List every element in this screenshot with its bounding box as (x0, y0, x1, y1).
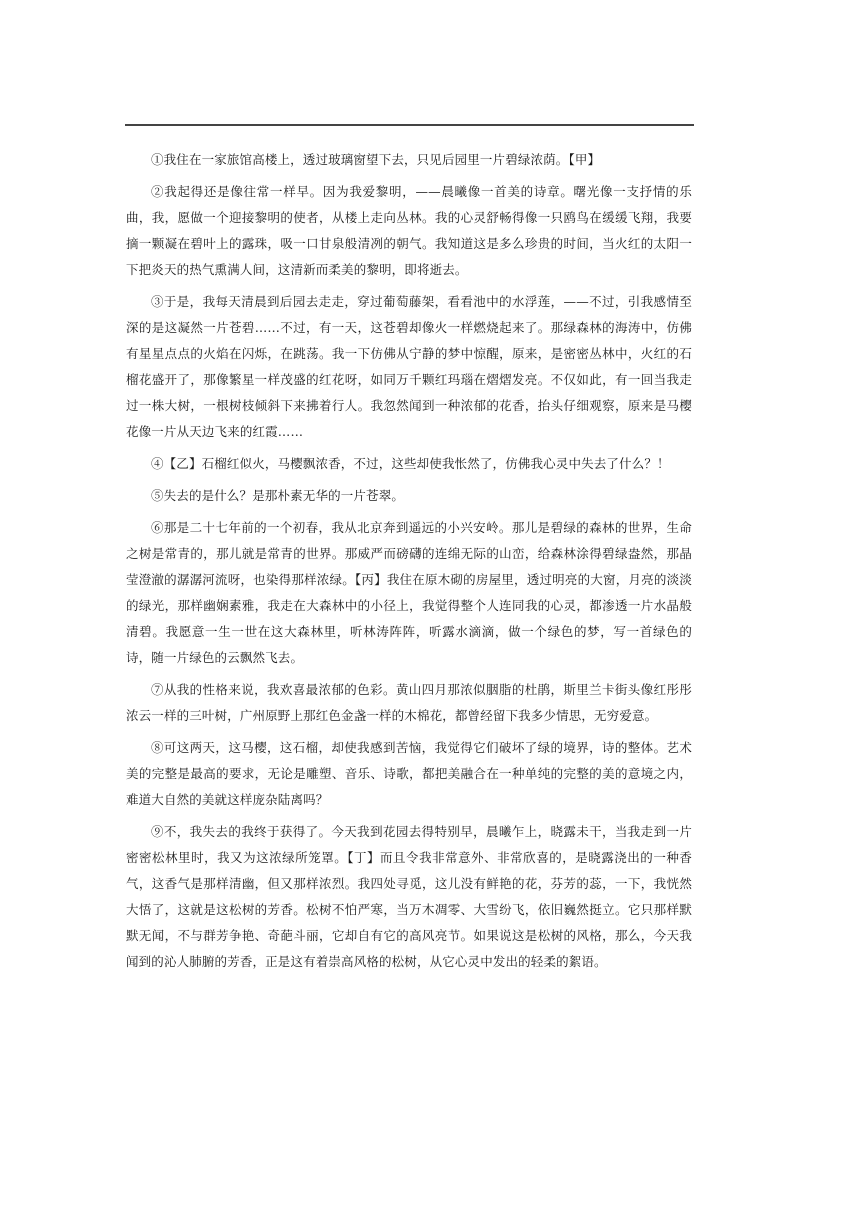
paragraph-8: ⑧可这两天，这马樱，这石榴，却使我感到苦恼，我觉得它们破坏了绿的境界，诗的整体。艺术美的完整是最高的要求，无论是雕塑、音乐、诗歌，都把美融合在一种单纯的完整的美的意境之内，难道大自然的美就这样庞杂陆离吗？ (126, 740, 692, 807)
paragraph-7: ⑦从我的性格来说，我欢喜最浓郁的色彩。黄山四月那浓似胭脂的杜鹃，斯里兰卡街头像红彤彤浓云一样的三叶树，广州原野上那红色金盏一样的木棉花，都曾经留下我多少情思，无穷爱意。 (126, 682, 692, 723)
paragraph-6: ⑥那是二十七年前的一个初春，我从北京奔到遥远的小兴安岭。那儿是碧绿的森林的世界，生命之树是常青的，那儿就是常青的世界。那威严而磅礴的连绵无际的山峦，给森林涂得碧绿盎然，那晶莹澄澈的潺潺河流呀，也染得那样浓绿。【丙】我住在原木砌的房屋里，透过明亮的大窗，月亮的淡淡的绿光，那样幽娴素雅，我走在大森林中的小径上，我觉得整个人连同我的心灵，都渗透一片水晶般清碧。我愿意一生一世在这大森林里，听林涛阵阵，听露水滴滴，做一个绿色的梦，写一首绿色的诗，随一片绿色的云飘然飞去。 (126, 520, 692, 665)
paragraph-2: ②我起得还是像往常一样早。因为我爱黎明，——晨曦像一首美的诗章。曙光像一支抒情的乐曲，我，愿做一个迎接黎明的使者，从楼上走向丛林。我的心灵舒畅得像一只鸥鸟在缓缓飞翔，我要摘一颗凝在碧叶上的露珠，吸一口甘泉般清冽的朝气。我知道这是多么珍贵的时间，当火红的太阳一下把炎天的热气熏满人间，这清新而柔美的黎明，即将逝去。 (126, 184, 692, 277)
paragraph-9: ⑨不，我失去的我终于获得了。今天我到花园去得特别早，晨曦乍上，晓露未干，当我走到一片密密松林里时，我又为这浓绿所笼罩。【丁】而且令我非常意外、非常欣喜的，是晓露浇出的一种香气，这香气是那样清幽，但又那样浓烈。我四处寻觅，这儿没有鲜艳的花，芬芳的蕊，一下，我恍然大悟了，这就是这松树的芳香。松树不怕严寒，当万木凋零、大雪纷飞，依旧巍然挺立。它只那样默默无闻，不与群芳争艳、奇葩斗丽，它却自有它的高风亮节。如果说这是松树的风格，那么，今天我闻到的沁人肺腑的芳香，正是这有着崇高风格的松树，从它心灵中发出的轻柔的絮语。 (126, 824, 692, 969)
paragraph-3: ③于是，我每天清晨到后园去走走，穿过葡萄藤架，看看池中的水浮莲，——不过，引我感情至深的是这凝然一片苍碧……不过，有一天，这苍碧却像火一样燃烧起来了。那绿森林的海涛中，仿佛有星星点点的火焰在闪烁，在跳荡。我一下仿佛从宁静的梦中惊醒，原来，是密密丛林中，火红的石榴花盛开了，那像繁星一样茂盛的红花呀，如同万千颗红玛瑙在熠熠发亮。不仅如此，有一回当我走过一株大树，一根树枝倾斜下来拂着行人。我忽然闻到一种浓郁的花香，抬头仔细观察，原来是马樱花像一片从天边飞来的红霞…… (126, 294, 692, 439)
paragraph-5: ⑤失去的是什么？是那朴素无华的一片苍翠。 (151, 488, 405, 503)
header-rule (125, 124, 694, 126)
article-body (126, 147, 692, 981)
paragraph-4: ④【乙】石榴红似火，马樱飘浓香，不过，这些却使我怅然了，仿佛我心灵中失去了什么？！ (151, 456, 670, 471)
paragraph-1: ①我住在一家旅馆高楼上，透过玻璃窗望下去，只见后园里一片碧绿浓荫。【甲】 (151, 152, 601, 167)
